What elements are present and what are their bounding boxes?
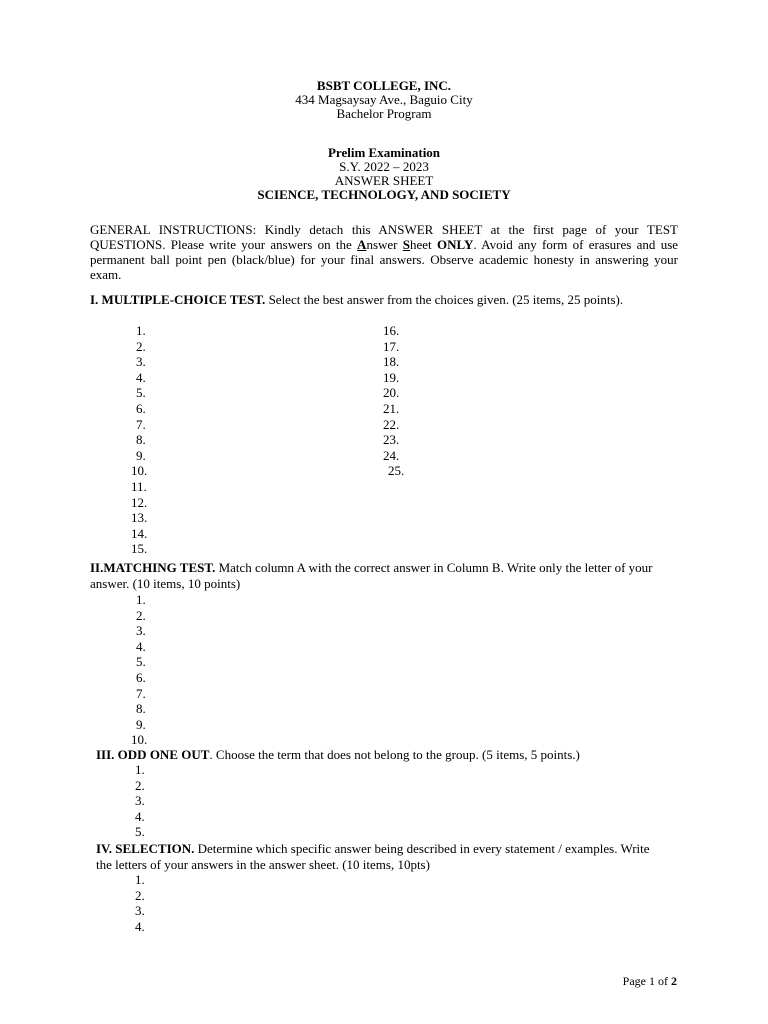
answer-item-number: 8.	[136, 432, 146, 448]
answer-item-number: 5.	[136, 385, 146, 401]
sheet-rest: heet	[410, 237, 437, 252]
answer-item-number: 17.	[383, 338, 400, 354]
answer-item-number: 9.	[136, 716, 146, 732]
answer-item-number: 23.	[383, 432, 400, 448]
sheet-title: ANSWER SHEET	[334, 173, 434, 188]
section-selection	[96, 841, 666, 873]
answer-item-number: 3.	[135, 793, 145, 808]
program-name: Bachelor Program	[336, 106, 432, 121]
answer-item-number: 2.	[135, 777, 145, 793]
footer-middle: of	[655, 974, 671, 988]
answer-item-number: 3.	[136, 354, 146, 370]
matching-instructions: Match column A with the correct answer in Column B. Write only the letter of your answer. (10 items, 10 points)	[90, 560, 653, 591]
selection-heading: IV. SELECTION.	[96, 841, 195, 856]
school-year: S.Y. 2022 – 2023	[339, 159, 429, 174]
answer-item-number: 4.	[136, 638, 146, 654]
matching-heading: II.MATCHING TEST.	[90, 560, 216, 575]
answer-item-number: 9.	[136, 447, 146, 463]
section-odd-one-out	[96, 747, 676, 763]
answer-item-number: 7.	[136, 416, 146, 432]
answer-item-number: 1.	[135, 762, 145, 777]
answer-item-number: 25.	[388, 463, 405, 479]
answer-item-number: 16.	[383, 323, 400, 338]
instructions-part1: GENERAL INSTRUCTIONS: Kindly detach this ANSWER SHEET at the first page of your TEST QUESTIONS. Please write your answers on the	[90, 222, 678, 252]
answer-item-number: 8.	[136, 701, 146, 717]
answer-item-number: 18.	[383, 354, 400, 370]
section-multiple-choice	[90, 292, 660, 308]
page-footer	[623, 974, 677, 989]
answer-item-number: 20.	[383, 385, 400, 401]
exam-title: Prelim Examination	[327, 145, 441, 160]
mc-heading: I. MULTIPLE-CHOICE TEST.	[90, 292, 266, 307]
footer-prefix: Page	[622, 974, 649, 988]
answer-initial: A	[357, 237, 367, 252]
answer-item-number: 15.	[131, 541, 148, 557]
school-address: 434 Magsaysay Ave., Baguio City	[295, 92, 473, 107]
general-instructions	[90, 222, 678, 282]
answer-item-number: 10.	[131, 463, 148, 479]
section-matching	[90, 560, 670, 592]
answer-item-number: 1.	[136, 323, 146, 338]
answer-item-number: 19.	[383, 369, 400, 385]
instructions-part2: . Avoid any form of erasures and use permanent ball point pen (black/blue) for your final answers. Observe academic honesty in answering your exam.	[90, 237, 679, 282]
answer-item-number: 7.	[136, 685, 146, 701]
answer-item-number: 1.	[136, 592, 146, 607]
answer-item-number: 6.	[136, 670, 146, 685]
answer-item-number: 2.	[136, 338, 146, 354]
answer-item-number: 10.	[131, 732, 148, 748]
footer-total: 2	[671, 974, 677, 988]
answer-item-number: 6.	[136, 401, 146, 416]
only-emphasis: ONLY	[436, 237, 474, 252]
answer-item-number: 14.	[131, 525, 148, 541]
answer-item-number: 22.	[383, 416, 400, 432]
answer-item-number: 13.	[131, 510, 148, 526]
selection-instructions: Determine which specific answer being described in every statement / examples. Write the letters of your answers in the answer sheet. (10 items, 10pts)	[96, 841, 650, 872]
answer-item-number: 2.	[135, 887, 145, 903]
answer-item-number: 2.	[136, 607, 146, 623]
school-name: BSBT COLLEGE, INC.	[316, 78, 452, 93]
answer-item-number: 1.	[135, 872, 145, 887]
answer-rest: nswer	[366, 237, 403, 252]
answer-item-number: 24.	[383, 447, 400, 463]
odd-heading: III. ODD ONE OUT	[96, 747, 210, 762]
answer-item-number: 5.	[135, 824, 145, 839]
answer-item-number: 21.	[383, 401, 400, 416]
footer-current: 1	[649, 974, 655, 988]
sheet-initial: S	[402, 237, 411, 252]
answer-item-number: 4.	[136, 369, 146, 385]
subject-title: SCIENCE, TECHNOLOGY, AND SOCIETY	[257, 187, 511, 202]
odd-instructions: . Choose the term that does not belong to the group. (5 items, 5 points.)	[209, 747, 580, 762]
answer-item-number: 3.	[135, 903, 145, 918]
answer-item-number: 11.	[131, 479, 147, 494]
answer-item-number: 12.	[131, 494, 148, 510]
answer-item-number: 5.	[136, 654, 146, 670]
mc-instructions: Select the best answer from the choices given. (25 items, 25 points).	[265, 292, 624, 307]
answer-item-number: 4.	[135, 808, 145, 824]
answer-item-number: 4.	[135, 918, 145, 934]
answer-item-number: 3.	[136, 623, 146, 639]
